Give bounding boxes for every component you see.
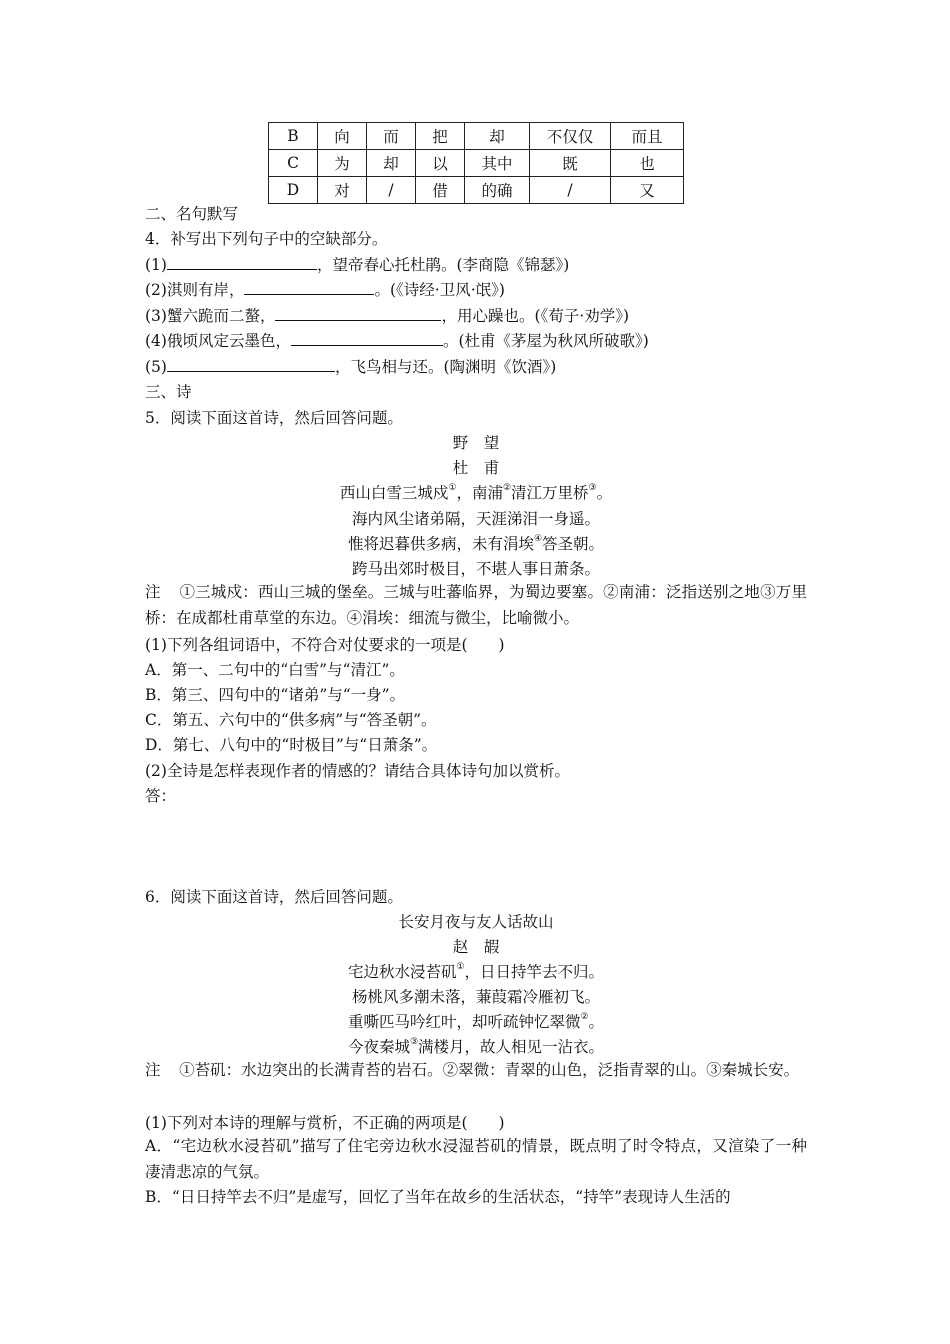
answer-blank[interactable] xyxy=(275,305,441,321)
poem-1-line-1: 西山白雪三城戍①，南浦②清江万里桥③。 xyxy=(339,482,613,502)
option-word-cell: 借 xyxy=(416,177,465,204)
q4-item-4: (4)俄顷风定云墨色， 。(杜甫《茅屋为秋风所破歌》) xyxy=(145,332,649,350)
answer-blank[interactable] xyxy=(167,356,335,372)
option-word-cell: 却 xyxy=(367,150,416,177)
answer-blank[interactable] xyxy=(244,279,374,295)
option-word-cell: 把 xyxy=(416,123,465,150)
option-word-cell: / xyxy=(367,177,416,204)
question-4-prompt: 4．补写出下列句子中的空缺部分。 xyxy=(145,230,388,248)
options-row xyxy=(269,123,684,150)
q5-option-a[interactable]: A．第一、二句中的“白雪”与“清江”。 xyxy=(145,661,405,679)
poem-2-line-1: 宅边秋水浸苔矶①，日日持竿去不归。 xyxy=(347,961,605,981)
q6-option-a[interactable]: A．“宅边秋水浸苔矶”描写了住宅旁边秋水浸湿苔矶的情景，既点明了时令特点，又渲染了一种凄清悲凉的气氛。 xyxy=(145,1137,807,1181)
option-word-cell: 其中 xyxy=(465,150,530,177)
options-row xyxy=(269,177,684,204)
option-word-cell: 既 xyxy=(530,150,611,177)
option-word-cell: / xyxy=(530,177,611,204)
poem-2-notes: 注 ①苔矶：水边突出的长满青苔的岩石。②翠微：青翠的山色，泛指青翠的山。③秦城长安。 xyxy=(145,1061,800,1079)
q5-answer-label: 答： xyxy=(145,787,177,805)
option-word-cell: 也 xyxy=(611,150,684,177)
option-letter-cell: C xyxy=(269,150,318,177)
option-word-cell: 而且 xyxy=(611,123,684,150)
q4-item-1: (1) ，望帝春心托杜鹃。(李商隐《锦瑟》) xyxy=(145,256,570,274)
option-word-cell: 不仅仅 xyxy=(530,123,611,150)
question-5-prompt: 5．阅读下面这首诗，然后回答问题。 xyxy=(145,409,403,427)
q5-option-b[interactable]: B．第三、四句中的“诸弟”与“一身”。 xyxy=(145,686,406,704)
q5-sub-question-2: (2)全诗是怎样表现作者的情感的？请结合具体诗句加以赏析。 xyxy=(145,762,570,780)
option-word-cell: 以 xyxy=(416,150,465,177)
option-word-cell: 又 xyxy=(611,177,684,204)
options-table xyxy=(268,122,684,204)
q5-sub-question-1: (1)下列各组词语中，不符合对仗要求的一项是( ) xyxy=(145,636,505,654)
q5-option-d[interactable]: D．第七、八句中的“时极目”与“日萧条”。 xyxy=(145,736,438,754)
q4-item-2: (2)淇则有岸， 。(《诗经·卫风·氓》) xyxy=(145,281,505,299)
options-row xyxy=(269,150,684,177)
poem-2-line-4: 今夜秦城③满楼月，故人相见一沾衣。 xyxy=(347,1036,605,1056)
poem-1-notes: 注 ①三城戍：西山三城的堡垒。三城与吐蕃临界，为蜀边要塞。②南浦：泛指送别之地③万里桥：在成都杜甫草堂的东边。④涓埃：细流与微尘，比喻微小。 xyxy=(145,583,807,627)
option-word-cell: 的确 xyxy=(465,177,530,204)
poem-1-line-3: 惟将迟暮供多病，未有涓埃④答圣朝。 xyxy=(347,533,605,553)
poem-1-title: 野 望 xyxy=(452,434,500,452)
q4-item-5: (5) ，飞鸟相与还。(陶渊明《饮酒》) xyxy=(145,358,557,376)
poem-1-line-2: 海内风尘诸弟隔，天涯涕泪一身遥。 xyxy=(351,510,600,528)
option-word-cell: 而 xyxy=(367,123,416,150)
q5-option-c[interactable]: C．第五、六句中的“供多病”与“答圣朝”。 xyxy=(145,711,437,729)
poem-2-author: 赵 嘏 xyxy=(452,938,500,956)
option-letter-cell: D xyxy=(269,177,318,204)
option-word-cell: 为 xyxy=(318,150,367,177)
question-6-prompt: 6．阅读下面这首诗，然后回答问题。 xyxy=(145,888,403,906)
poem-2-line-3: 重嘶匹马吟红叶，却听疏钟忆翠微②。 xyxy=(347,1011,605,1031)
q6-sub-question-1: (1)下列对本诗的理解与赏析，不正确的两项是( ) xyxy=(145,1114,505,1132)
poem-2-line-2: 杨桃风多潮未落，蒹葭霜冷雁初飞。 xyxy=(351,988,600,1006)
poem-1-line-4: 跨马出郊时极目，不堪人事日萧条。 xyxy=(351,560,600,578)
q4-item-3: (3)蟹六跪而二螯， ，用心躁也。(《荀子·劝学》) xyxy=(145,307,630,325)
option-word-cell: 却 xyxy=(465,123,530,150)
section-heading-poetry: 三、诗 xyxy=(145,383,192,401)
option-word-cell: 对 xyxy=(318,177,367,204)
section-heading-recitation: 二、名句默写 xyxy=(145,205,239,223)
option-word-cell: 向 xyxy=(318,123,367,150)
q6-option-b[interactable]: B．“日日持竿去不归”是虚写，回忆了当年在故乡的生活状态，“持竿”表现诗人生活的 xyxy=(145,1188,731,1206)
answer-blank[interactable] xyxy=(291,330,443,346)
option-letter-cell: B xyxy=(269,123,318,150)
poem-2-title: 长安月夜与友人话故山 xyxy=(398,913,554,931)
answer-blank[interactable] xyxy=(167,254,317,270)
poem-1-author: 杜 甫 xyxy=(452,459,500,477)
